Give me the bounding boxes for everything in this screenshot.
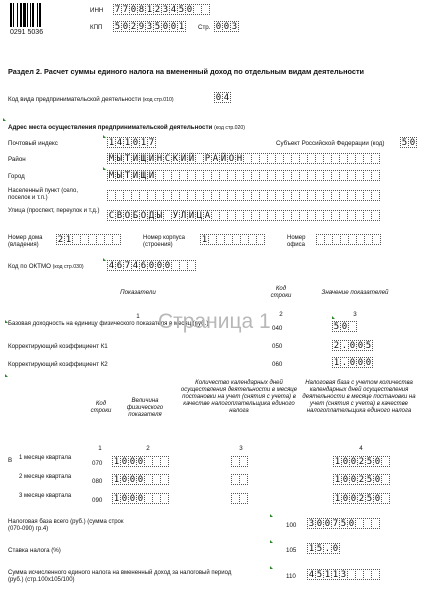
char-cell: Н	[156, 154, 163, 164]
char-cell: 9	[138, 22, 145, 32]
char-cell	[160, 493, 169, 504]
char-cell: О	[140, 211, 147, 221]
char-cell: 7	[114, 5, 121, 15]
marker	[103, 135, 106, 138]
char-cell: 5	[316, 570, 323, 580]
table1-num-2: 2	[279, 311, 283, 318]
char-cell: 4	[108, 261, 115, 271]
table2-num-1: 1	[98, 445, 102, 452]
char-cell	[371, 170, 380, 181]
char-cell: .	[341, 358, 348, 368]
char-cell: И	[180, 154, 187, 164]
table1-row-value[interactable]	[332, 357, 372, 368]
page-field[interactable]	[214, 21, 238, 32]
table2-prefix: В	[8, 457, 13, 464]
table1-col-indicators: Показатели	[120, 289, 156, 296]
kpp-label: КПП	[90, 24, 103, 31]
char-cell: 0	[342, 475, 349, 485]
char-cell	[371, 190, 380, 201]
char-cell: 0	[121, 457, 128, 467]
char-cell: С	[108, 211, 115, 221]
char-cell: К	[172, 154, 179, 164]
char-cell: 1	[334, 494, 341, 504]
char-cell: М	[108, 154, 115, 164]
barcode-bar	[10, 3, 12, 27]
table2-num-2: 2	[146, 445, 150, 452]
char-cell: 1	[113, 494, 120, 504]
char-cell	[371, 518, 380, 529]
char-cell: 8	[138, 5, 145, 15]
tax-amount-code: 110	[286, 573, 296, 580]
table2-row-label: 1 месяце квартала	[19, 455, 72, 461]
char-cell: 0	[223, 22, 230, 32]
char-cell: 1	[332, 570, 339, 580]
char-cell: Н	[236, 154, 243, 164]
char-cell	[160, 474, 169, 485]
char-cell: 2	[130, 22, 137, 32]
char-cell: 1	[65, 235, 72, 245]
table1-row-code: 050	[272, 343, 283, 350]
char-cell: 2	[57, 235, 64, 245]
char-cell: 0	[365, 358, 372, 368]
table1-row-value[interactable]	[332, 321, 356, 332]
oktmo-label: Код по ОКТМО (код стр.030)	[8, 263, 84, 270]
char-cell: 0	[349, 341, 356, 351]
char-cell: 2	[358, 494, 365, 504]
tax-base-field[interactable]	[307, 518, 379, 529]
char-cell: 0	[215, 22, 222, 32]
table2-row-physical[interactable]	[112, 474, 168, 485]
char-cell: 7	[122, 5, 129, 15]
tax-rate-code: 105	[286, 547, 297, 554]
char-cell	[372, 234, 381, 245]
char-cell: 0	[186, 5, 193, 15]
char-cell: Т	[124, 154, 131, 164]
char-cell: В	[116, 211, 123, 221]
char-cell: И	[132, 171, 139, 181]
char-cell: 4	[308, 570, 315, 580]
char-cell: 0	[409, 138, 416, 148]
barcode-bar	[20, 3, 22, 27]
table2-row-label: 2 месяце квартала	[19, 474, 72, 480]
marker	[270, 514, 273, 517]
char-cell: 2	[333, 341, 340, 351]
char-cell: 3	[340, 570, 347, 580]
char-cell: 3	[308, 519, 315, 529]
table1-row-value[interactable]	[332, 340, 372, 351]
char-cell: 1	[334, 457, 341, 467]
char-cell: 0	[164, 261, 171, 271]
table1-num-3: 3	[353, 311, 357, 318]
barcode-number: 0291 5036	[10, 29, 44, 36]
char-cell: 1	[124, 138, 131, 148]
char-cell: 0	[374, 457, 381, 467]
table1-col-values: Значение показателей	[321, 289, 389, 296]
barcode-bar	[17, 3, 18, 27]
table2-col-code: Код строки	[90, 401, 112, 414]
char-cell: У	[172, 211, 179, 221]
barcode-bar	[27, 3, 28, 27]
table1-row-label: Корректирующий коэффициент К1	[8, 343, 108, 350]
char-cell: 5	[365, 341, 372, 351]
char-cell: 0	[162, 22, 169, 32]
table2-row-base[interactable]	[333, 493, 389, 504]
char-cell	[381, 474, 390, 485]
marker	[103, 167, 106, 170]
table1-num-1: 1	[136, 313, 140, 320]
tax-amount-label: Сумма исчисленного единого налога на вмененный доход за налоговый период (руб.) (стр.100х105/100)	[8, 570, 232, 583]
section-title: Раздел 2. Расчет суммы единого налога на вмененный доход по отдельным видам деятельности	[8, 67, 364, 76]
table2-col-base: Налоговая база с учетом количества календарных дней осуществления деятельности в месяце постановки на учет (снятия с учета) в качестве налогоплательщика единого налога	[302, 380, 416, 414]
char-cell: Б	[132, 211, 139, 221]
char-cell	[256, 234, 265, 245]
char-cell: 5	[178, 5, 185, 15]
address-heading: Адрес места осуществления предпринимательской деятельности (код стр.020)	[8, 124, 246, 131]
table2-row-code: 080	[92, 478, 103, 485]
char-cell: 1	[324, 570, 331, 580]
postal-label: Почтовый индекс	[8, 140, 58, 147]
char-cell: 1	[178, 22, 185, 32]
char-cell: 0	[148, 261, 155, 271]
kpp-field[interactable]	[113, 21, 185, 32]
char-cell	[112, 234, 121, 245]
char-cell: О	[124, 211, 131, 221]
building-field[interactable]	[200, 234, 264, 245]
marker	[3, 118, 6, 121]
building-label: Номер корпуса (строения)	[143, 235, 186, 248]
char-cell: С	[164, 154, 171, 164]
char-cell: О	[228, 154, 235, 164]
char-cell: 1	[334, 475, 341, 485]
char-cell	[371, 210, 380, 221]
char-cell	[239, 474, 248, 485]
table2-col-days: Количество календарных дней осуществления деятельности в месяце постановки на учет (снятия с учета) в качестве налогоплательщика единого налога	[180, 380, 298, 414]
barcode-bar	[39, 3, 41, 27]
char-cell: Ц	[196, 211, 203, 221]
char-cell	[239, 456, 248, 467]
char-cell: Ы	[156, 211, 163, 221]
district-label: Район	[8, 156, 26, 163]
char-cell	[371, 569, 380, 580]
char-cell: 0	[357, 341, 364, 351]
char-cell: 1	[108, 138, 115, 148]
char-cell: 3	[231, 22, 238, 32]
char-cell: 0	[374, 494, 381, 504]
marker	[332, 316, 335, 319]
char-cell: 0	[129, 475, 136, 485]
barcode	[10, 3, 50, 27]
city-field[interactable]	[107, 170, 379, 181]
char-cell: 0	[350, 457, 357, 467]
barcode-bar	[30, 3, 31, 27]
char-cell: 0	[137, 494, 144, 504]
char-cell: 0	[349, 358, 356, 368]
char-cell: 0	[357, 358, 364, 368]
table2-row-base[interactable]	[333, 456, 389, 467]
char-cell: 0	[130, 5, 137, 15]
char-cell: 0	[122, 22, 129, 32]
char-cell: 0	[348, 519, 355, 529]
char-cell	[348, 321, 357, 332]
char-cell: 1	[308, 544, 315, 554]
char-cell	[381, 493, 390, 504]
char-cell: 2	[154, 5, 161, 15]
char-cell: 0	[342, 494, 349, 504]
char-cell: .	[324, 544, 331, 554]
char-cell: 6	[116, 261, 123, 271]
char-cell: Й	[220, 154, 227, 164]
region-field[interactable]	[400, 137, 416, 148]
street-field[interactable]	[107, 210, 379, 221]
char-cell: 1	[113, 475, 120, 485]
char-cell: 0	[316, 519, 323, 529]
char-cell: 0	[350, 494, 357, 504]
char-cell: 4	[223, 93, 230, 103]
char-cell: А	[212, 154, 219, 164]
char-cell: Щ	[140, 171, 147, 181]
char-cell: Ы	[116, 171, 123, 181]
char-cell: Р	[204, 154, 211, 164]
char-cell: 5	[340, 519, 347, 529]
char-cell	[239, 493, 248, 504]
table2-row-code: 070	[92, 460, 103, 467]
postal-field[interactable]	[107, 137, 155, 148]
char-cell: 1	[333, 358, 340, 368]
char-cell: 1	[140, 138, 147, 148]
table1-col-code: Код строки	[270, 286, 292, 299]
char-cell: Щ	[140, 154, 147, 164]
char-cell: 3	[162, 5, 169, 15]
locality-label: Населенный пункт (село, поселок и т.п.)	[8, 188, 78, 201]
char-cell: 5	[333, 322, 340, 332]
char-cell: .	[341, 341, 348, 351]
barcode-bar	[37, 3, 38, 27]
page-label: Стр.	[198, 24, 211, 31]
char-cell: 7	[148, 138, 155, 148]
char-cell: 0	[170, 22, 177, 32]
marker	[5, 374, 8, 377]
office-field[interactable]	[316, 234, 380, 245]
char-cell: 1	[146, 5, 153, 15]
char-cell: Й	[188, 154, 195, 164]
char-cell: 0	[137, 475, 144, 485]
char-cell: 0	[137, 457, 144, 467]
char-cell: 5	[316, 544, 323, 554]
char-cell: 4	[116, 138, 123, 148]
marker	[270, 566, 273, 569]
char-cell: 1	[113, 457, 120, 467]
house-label: Номер дома (владения)	[8, 235, 43, 248]
table2-row-base[interactable]	[333, 474, 389, 485]
barcode-bar	[32, 3, 34, 27]
char-cell	[381, 456, 390, 467]
char-cell: 2	[358, 475, 365, 485]
char-cell: 0	[324, 519, 331, 529]
char-cell: 0	[215, 93, 222, 103]
char-cell: 7	[124, 261, 131, 271]
char-cell: И	[148, 171, 155, 181]
char-cell: 5	[366, 494, 373, 504]
char-cell: 0	[156, 261, 163, 271]
table2-num-4: 4	[359, 445, 363, 452]
inn-field[interactable]	[113, 4, 209, 15]
table2-row-code: 090	[92, 497, 103, 504]
tax-rate-label: Ставка налога (%)	[8, 547, 61, 554]
table1-row-label: Корректирующий коэффициент К2	[8, 361, 108, 368]
activity-code-label: Код вида предпринимательской деятельности (код стр.010)	[8, 96, 174, 103]
char-cell: 6	[140, 261, 147, 271]
char-cell: 3	[146, 22, 153, 32]
char-cell: 2	[358, 457, 365, 467]
char-cell: 4	[170, 5, 177, 15]
char-cell: И	[148, 154, 155, 164]
char-cell: 5	[154, 22, 161, 32]
char-cell: Д	[148, 211, 155, 221]
char-cell: И	[188, 211, 195, 221]
office-label: Номер офиса	[287, 235, 306, 248]
tax-rate-field[interactable]	[307, 543, 339, 554]
char-cell: 0	[342, 457, 349, 467]
table2-row-physical[interactable]	[112, 493, 168, 504]
table1-row-code: 060	[272, 361, 283, 368]
char-cell: Ы	[116, 154, 123, 164]
table2-row-label: 3 месяце квартала	[19, 493, 72, 499]
table2-row-days[interactable]	[231, 474, 247, 485]
char-cell	[187, 260, 196, 271]
char-cell: 4	[132, 261, 139, 271]
tax-base-code: 100	[286, 522, 297, 529]
char-cell: 0	[132, 138, 139, 148]
char-cell: 0	[374, 475, 381, 485]
char-cell: 5	[114, 22, 121, 32]
tax-amount-field[interactable]	[307, 569, 379, 580]
char-cell: 5	[401, 138, 408, 148]
table2-row-days[interactable]	[231, 456, 247, 467]
tax-base-label: Налоговая база всего (руб.) (сумма строк (070-090) гр.4)	[8, 519, 124, 532]
char-cell: Т	[124, 171, 131, 181]
char-cell	[160, 456, 169, 467]
char-cell: 5	[366, 457, 373, 467]
barcode-bar	[13, 3, 14, 27]
district-field[interactable]	[107, 153, 379, 164]
oktmo-field[interactable]	[107, 260, 195, 271]
house-field[interactable]	[56, 234, 120, 245]
barcode-bar	[23, 3, 26, 27]
char-cell: 1	[201, 235, 208, 245]
table2-row-days[interactable]	[231, 493, 247, 504]
char-cell: 5	[366, 475, 373, 485]
char-cell: 7	[332, 519, 339, 529]
char-cell: Л	[180, 211, 187, 221]
activity-code-field[interactable]	[214, 92, 230, 103]
street-label: Улица (проспект, переулок и т.д.)	[8, 208, 100, 214]
city-label: Город	[8, 173, 25, 180]
inn-label: ИНН	[90, 7, 104, 14]
table2-row-physical[interactable]	[112, 456, 168, 467]
marker	[270, 540, 273, 543]
char-cell: 0	[121, 494, 128, 504]
marker	[103, 258, 106, 261]
marker	[5, 320, 8, 323]
region-label: Субъект Российской Федерации (код)	[276, 140, 385, 147]
locality-field[interactable]	[107, 190, 379, 201]
char-cell: 0	[350, 475, 357, 485]
char-cell: 0	[129, 457, 136, 467]
char-cell: 0	[121, 475, 128, 485]
table2-num-3: 3	[239, 445, 243, 452]
char-cell: 0	[332, 544, 339, 554]
char-cell: 0	[341, 322, 348, 332]
char-cell: М	[108, 171, 115, 181]
table1-row-code: 040	[272, 325, 283, 332]
table2-col-physical: Величина физического показателя	[126, 398, 164, 418]
char-cell: А	[204, 211, 211, 221]
char-cell	[371, 153, 380, 164]
char-cell	[201, 4, 210, 15]
char-cell: И	[132, 154, 139, 164]
table1-row-label: Базовая доходность на единицу физического показателя в месяц (руб.)	[8, 321, 209, 327]
char-cell: 0	[129, 494, 136, 504]
page-watermark: Страница 1	[158, 310, 271, 333]
